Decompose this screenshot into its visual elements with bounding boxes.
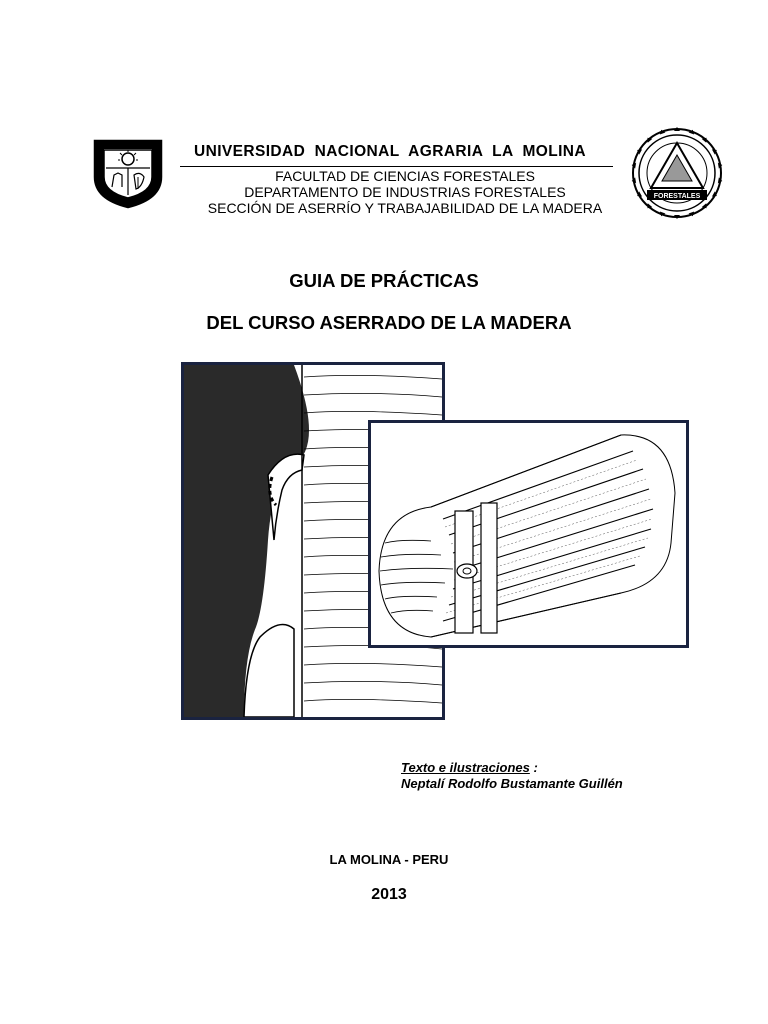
- faculty-saw-seal-icon: [628, 127, 726, 219]
- header-divider: [180, 166, 613, 167]
- svg-text:FORESTALES: FORESTALES: [653, 193, 701, 200]
- section-name: SECCIÓN DE ASERRÍO Y TRABAJABILIDAD DE LA MADERA: [207, 200, 603, 216]
- faculty-name: FACULTAD DE CIENCIAS FORESTALES: [275, 168, 535, 184]
- document-title-line1: GUIA DE PRÁCTICAS: [289, 270, 479, 291]
- credits-author: Neptalí Rodolfo Bustamante Guillén: [401, 776, 623, 791]
- sawn-log-cutting-pattern-illustration: [368, 420, 689, 648]
- credits-separator: :: [529, 760, 538, 775]
- publication-year: 2013: [371, 886, 407, 903]
- department-name: DEPARTAMENTO DE INDUSTRIAS FORESTALES: [244, 184, 566, 200]
- university-shield-icon: [92, 137, 164, 209]
- publication-place: LA MOLINA - PERU: [329, 852, 449, 867]
- credits-label: Texto e ilustraciones: [401, 760, 530, 775]
- credits-block: [401, 760, 623, 792]
- university-name: UNIVERSIDAD NACIONAL AGRARIA LA MOLINA: [194, 143, 586, 160]
- document-title-line2: DEL CURSO ASERRADO DE LA MADERA: [206, 312, 572, 333]
